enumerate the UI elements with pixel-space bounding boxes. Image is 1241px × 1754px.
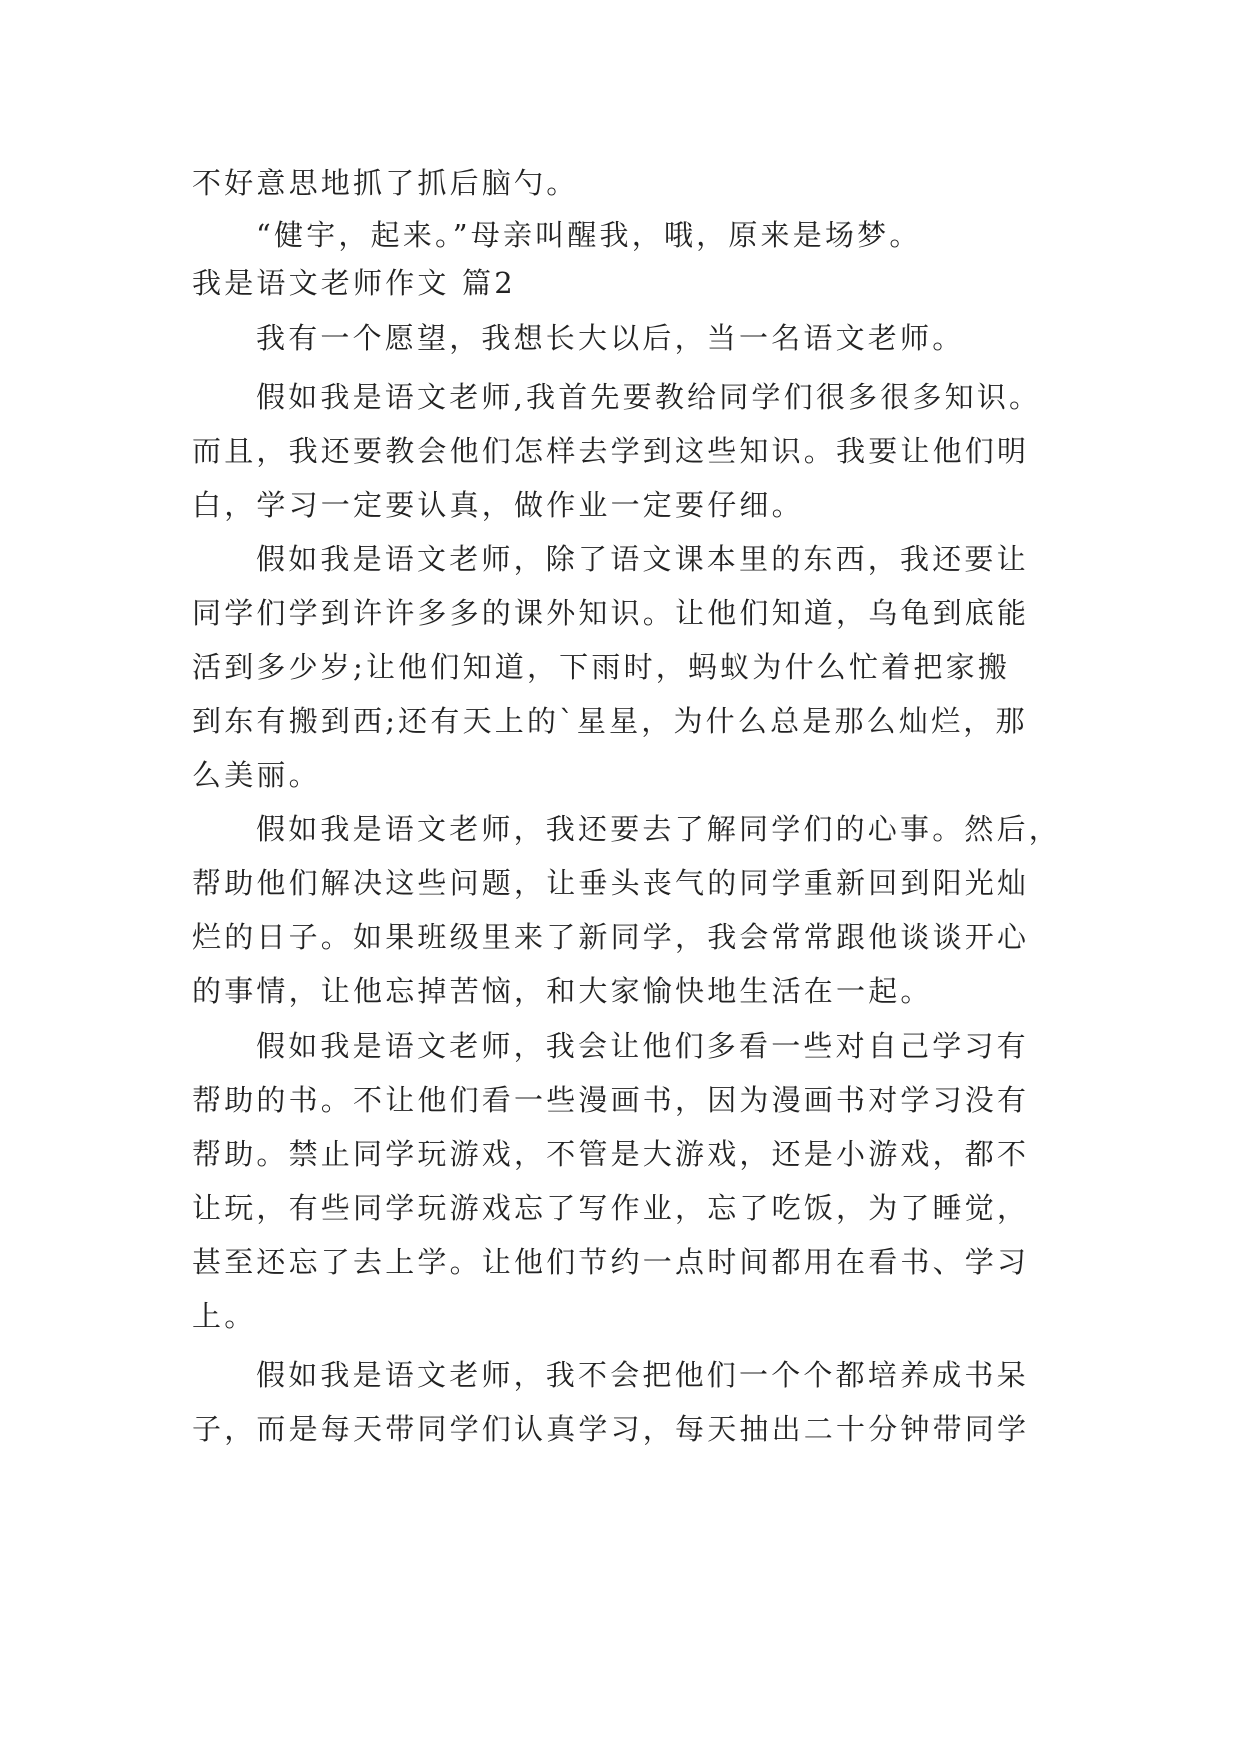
text-line: 烂的日子。如果班级里来了新同学，我会常常跟他谈谈开心 bbox=[192, 920, 1030, 954]
text-line: 假如我是语文老师，我会让他们多看一些对自己学习有 bbox=[256, 1029, 1029, 1063]
text-line: 子，而是每天带同学们认真学习，每天抽出二十分钟带同学 bbox=[192, 1412, 1030, 1446]
text-line: 么美丽。 bbox=[192, 758, 321, 792]
paragraph-wish: 我有一个愿望，我想长大以后，当一名语文老师。 bbox=[256, 321, 965, 355]
text-line: 帮助的书。不让他们看一些漫画书，因为漫画书对学习没有 bbox=[192, 1083, 1030, 1117]
paragraph-dialogue: “健宇，起来。”母亲叫醒我，哦，原来是场梦。 bbox=[256, 218, 922, 252]
text-line: 活到多少岁;让他们知道，下雨时，蚂蚁为什么忙着把家搬 bbox=[192, 650, 1010, 684]
text-line: 甚至还忘了去上学。让他们节约一点时间都用在看书、学习 bbox=[192, 1245, 1030, 1279]
text-line: 而且，我还要教会他们怎样去学到这些知识。我要让他们明 bbox=[192, 434, 1030, 468]
text-line: 到东有搬到西;还有天上的`星星，为什么总是那么灿烂，那 bbox=[192, 704, 1028, 738]
text-line: 的事情，让他忘掉苦恼，和大家愉快地生活在一起。 bbox=[192, 974, 933, 1008]
section-heading: 我是语文老师作文 篇2 bbox=[192, 266, 516, 300]
text-line: 让玩，有些同学玩游戏忘了写作业，忘了吃饭，为了睡觉， bbox=[192, 1191, 1030, 1225]
text-line: 上。 bbox=[192, 1299, 257, 1333]
text-line: 帮助。禁止同学玩游戏，不管是大游戏，还是小游戏，都不 bbox=[192, 1137, 1030, 1171]
text-line: 帮助他们解决这些问题，让垂头丧气的同学重新回到阳光灿 bbox=[192, 866, 1030, 900]
text-line: 同学们学到许许多多的课外知识。让他们知道，乌龟到底能 bbox=[192, 596, 1030, 630]
text-line: 假如我是语文老师，我还要去了解同学们的心事。然后， bbox=[256, 812, 1062, 846]
text-line: 假如我是语文老师，除了语文课本里的东西，我还要让 bbox=[256, 542, 1029, 576]
text-line: 假如我是语文老师,我首先要教给同学们很多很多知识。 bbox=[256, 380, 1042, 414]
text-line: 假如我是语文老师，我不会把他们一个个都培养成书呆 bbox=[256, 1358, 1029, 1392]
paragraph-continuation: 不好意思地抓了抓后脑勺。 bbox=[192, 166, 579, 200]
text-line: 白，学习一定要认真，做作业一定要仔细。 bbox=[192, 488, 804, 522]
